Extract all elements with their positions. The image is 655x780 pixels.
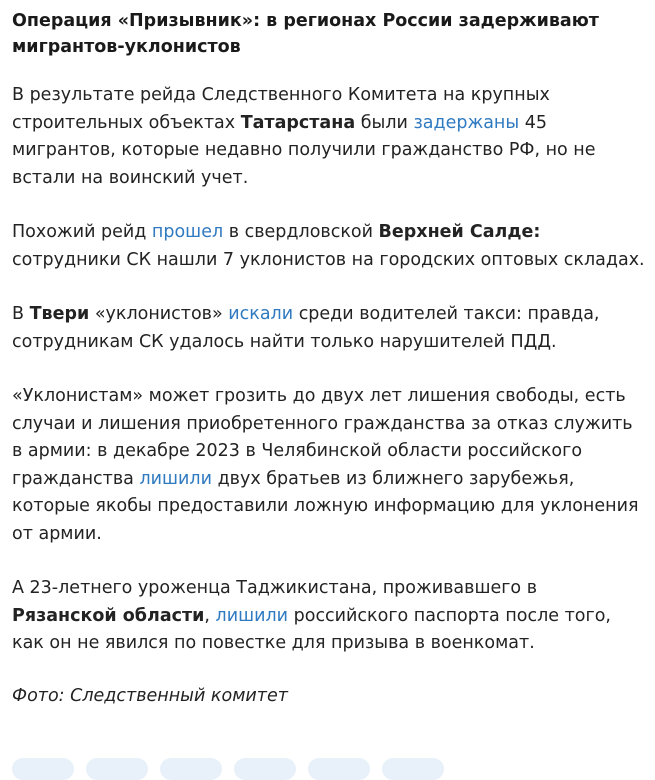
bold-text: Твери: [29, 304, 90, 324]
text: В результате рейда Следственного Комитета на крупных строительных объектах: [12, 85, 550, 133]
bold-text: Верхней Салде:: [378, 222, 541, 242]
paragraph-tver: [12, 301, 645, 356]
bold-text: Татарстана: [240, 112, 356, 133]
text: 45 мигрантов, которые недавно получили гражданство РФ, но не встали на воинский учет.: [12, 112, 596, 188]
link-searched[interactable]: искали: [228, 304, 294, 324]
reactions-row: [0, 758, 655, 770]
reaction-button[interactable]: [308, 758, 370, 780]
text: сотрудники СК нашли 7 уклонистов на городских оптовых складах.: [12, 249, 645, 270]
text: «уклонистов»: [89, 304, 229, 324]
paragraph-salda: [12, 219, 645, 274]
text: двух братьев из ближнего зарубежья, которые якобы предоставили ложную информацию для уклонения от армии.: [12, 468, 639, 544]
link-passed[interactable]: прошел: [151, 222, 224, 242]
reaction-button[interactable]: [86, 758, 148, 780]
reaction-button[interactable]: [160, 758, 222, 780]
text: в свердловской: [223, 222, 379, 242]
photo-credit: Фото: Следственный комитет: [12, 685, 288, 706]
reaction-button[interactable]: [12, 758, 74, 780]
text: ,: [204, 605, 216, 626]
text: Похожий рейд: [12, 222, 152, 242]
link-deprived[interactable]: лишили: [139, 468, 212, 489]
post-title: Операция «Призывник»: в регионах России задерживают мигрантов-уклонистов: [12, 11, 599, 57]
text: среди водителей такси: правда, сотрудникам СК удалось найти только нарушителей ПДД.: [12, 304, 600, 352]
text: «Уклонистам» может грозить до двух лет лишения свободы, есть случаи и лишения приобретенного гражданства за отказ служить в армии: в декабре 2023 в Челябинской области российского гражданства: [12, 386, 633, 489]
text: А 23-летнего уроженца Таджикистана, проживавшего в: [12, 578, 538, 598]
reaction-button[interactable]: [382, 758, 444, 780]
reaction-button[interactable]: [234, 758, 296, 780]
bold-text: Рязанской области: [12, 605, 205, 626]
text: В: [12, 304, 30, 324]
paragraph-tajikistan: [12, 575, 645, 658]
paragraph-punishment: [12, 383, 645, 548]
text: были: [355, 112, 414, 133]
link-detained[interactable]: задержаны: [413, 112, 520, 133]
text: российского паспорта после того, как он не явился по повестке для призыва в военкомат.: [12, 605, 611, 653]
link-deprived-passport[interactable]: лишили: [215, 605, 289, 626]
paragraph-tatarstan: [12, 82, 645, 192]
